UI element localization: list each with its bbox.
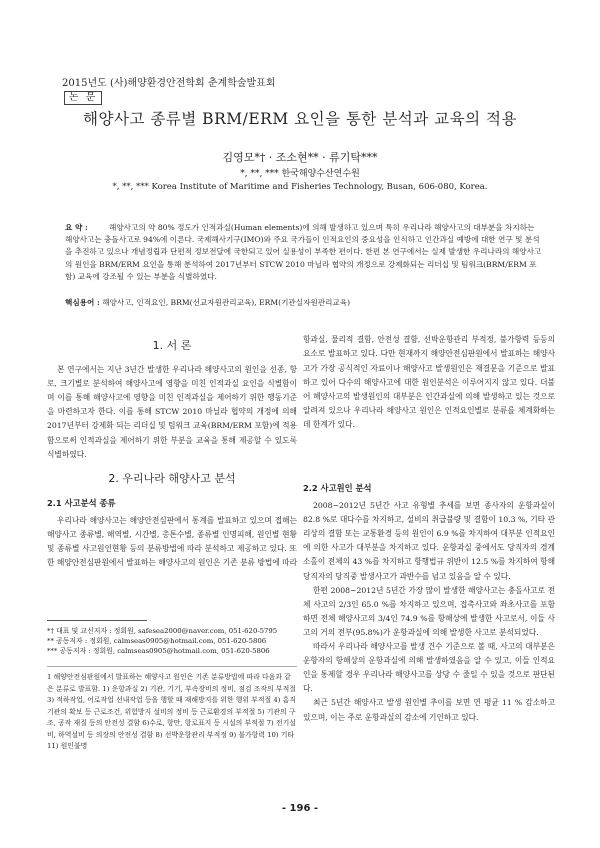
subsection-2-1-continued-text: 항과실, 물리적 결함, 안전성 결함, 선박운항관리 부적정, 불가항력 등등의 요소로 발표하고 있다. 다만 현재까지 해양안전심판원에서 발표하는 해양사고가 가장 공식적인 자료이나 해양사고 발생원인은 재결문을 기준으로 발표하고 있어 다수의 해양사고에 대한 원인분석은 이루어지지 않고 있다. 더불어 해양사고의 발생원인의 대부분은 인간과실에 의해 발생하고 있는 것으로 알려져 있으나 우리나라 해양사고 원인은 인적요인별로 분류를 체계화하는데 한계가 있다. xyxy=(303,335,555,429)
conference-header: 2015년도 (사)해양환경안전학회 춘계학술발표회 xyxy=(62,78,276,89)
affiliation-korean: *, **, *** 한국해양수산연수원 xyxy=(240,169,360,179)
keywords xyxy=(65,297,543,308)
paper-title: 해양사고 종류별 BRM/ERM 요인을 통한 분석과 교육의 적용 xyxy=(83,110,517,128)
subsection-2-2-paragraph-2: 한편 2008~2012년 5년간 가장 많이 발생한 해양사고는 충돌사고로 전체 사고의 2/3인 65.0 %를 차지하고 있으며, 접촉사고와 좌초사고를 포함하면 전체 해양사고의 3/4인 74.9 %를 항해상에 발생한 사고로서, 이들 사고의 거의 전부(95.8%)가 운항과실에 의해 발생한 사고로 분석되었다. xyxy=(303,585,555,637)
subsection-2-2-paragraph-1: 2008~2012년 5년간 사고 유형별 추세를 보면 종사자의 운항과실이 82.8 %로 대다수를 차지하고, 설비의 취급불량 및 결함이 10.3 %, 기타 관리상의 결함 또는 교통환경 등의 원인이 6.9 %를 차지하여 대부분 인적요인에 의한 사고가 대부분을 차지하고 있다. 운항과실 중에서도 당직자의 경계소홀이 전체의 43 %를 차지하고 항행법규 위반이 12.5 %를 차지하여 항해당직자의 당직중 발생사고가 과반수를 넘고 있음을 알 수 있다. xyxy=(303,501,555,581)
paper-type-label: 논 문 xyxy=(64,91,102,105)
keywords-text: 해양사고, 인적요인, BRM(선교자원관리교육), ERM(기관실자원관리교육) xyxy=(102,298,351,307)
affiliation-english: *, **, *** Korea Institute of Maritime and Fisheries Technology, Busan, 606-080, Korea. xyxy=(112,182,488,192)
section-heading-analysis: 2. 우리나라 해양사고 분석 xyxy=(108,471,236,485)
page-number: - 196 - xyxy=(281,803,319,814)
footnote-divider-secondary xyxy=(47,666,297,667)
right-column xyxy=(303,333,555,725)
author-footnotes xyxy=(47,626,297,656)
left-column xyxy=(47,333,297,570)
subsection-2-1-paragraph: 우리나라 해양사고는 해양안전심판에서 통계를 발표하고 있으며 접해는 해양사고 종류별, 해역별, 시간별, 총톤수별, 종류별 인명피해, 원인별 현황 및 종류별 사고원인현황 등의 분류방법에 따라 분석하고 제공하고 있다. 또한 해양안전심판원에서 발표하는 해양사고의 원인은 기존 분류 방법에 따라 xyxy=(47,515,297,568)
footnote-coauthor-2: ** 공동저자 : 정회원, calmseas0905@hotmail.com, 051-620-5806 xyxy=(47,637,267,645)
subsection-heading-2-2: 2.2 사고원인 분석 xyxy=(303,483,372,493)
intro-paragraph: 본 연구에서는 지난 3년간 발생한 우리나라 해양사고의 원인을 선종, 항로, 크기별로 분석하여 해양사고에 영향을 미친 인적과실 요인을 식별함이며 이를 통해 해양사고에 영향을 미친 인적과실을 제어하기 위한 행동기준을 마련하고자 한다. 이를 통해 STCW 2010 마닐라 협약의 개정에 의해 2017년부터 강제화 되는 리더십 및 팀워크 교육(BRM/ERM 포함)에 적용함으로써 인적과실을 제어하기 위한 부분을 교육을 통해 제공할 수 있도록 식별하였다. xyxy=(47,365,297,459)
keywords-label: 핵심용어 : xyxy=(65,298,100,307)
section-heading-introduction: 1. 서 론 xyxy=(152,339,192,352)
footnote-corresponding: *† 대표 및 교신저자 : 정회원, safesea2000@naver.com, 051-620-5795 xyxy=(47,627,278,635)
author-list: 김영모*† · 조소현** · 류기탁*** xyxy=(222,151,378,164)
footnote-1: 1 해양안전심판원에서 발표하는 해양사고 원인은 기존 분류방법에 따라 다음과 같은 분류로 발표함. 1) 운항과실 2) 기관, 기기, 부속장비의 정비, 점검 조작의 부적절 3) 적하작업, 어로작업 선내작업 등을 행할 때 재해방지를 위한 행위 부적절 4) 흠직기관의 확보 등 근로조건, 위험방지 설비의 정비 등 근로환경의 부적절 5) 기관의 구조, 공작 재질 등의 안전성 결함 6)수로, 항만, 항로표지 등 시설의 부적절 7) 전기설비, 하역설비 등 의장의 안전성 결함 8) 선박운항관리 부적정 9) 불가항력 10) 기타 11) 원인불명 xyxy=(47,673,296,750)
subsection-2-1-continued xyxy=(303,333,555,473)
abstract xyxy=(65,222,543,283)
footnote-divider xyxy=(47,620,147,621)
subsection-2-2-paragraph-4: 최근 5년간 해양사고 발생 원인별 추이를 보면 연 평균 11 % 감소하고 있으며, 이는 주로 운항과실의 감소에 기인하고 있다. xyxy=(303,698,555,722)
footnote-coauthor-3: *** 공동저자 : 정회원, calmseas0905@hotmail.com, 051-620-5806 xyxy=(47,647,270,655)
abstract-text: 해양사고의 약 80% 정도가 인적과실(Human elements)에 의해 발생하고 있으며 특히 우리나라 해양사고의 대부분을 차지하는 해양사고는 충돌사고로 94%에 이른다. 국제해사기구(IMO)와 주요 국가들이 인적요인의 중요성을 인식하고 인간과실 예방에 대한 연구 및 분석을 추진하고 있으나 개념정립과 단편적 정보전달에 국한되고 있어 실용성이 부족한 편이다. 한편 본 연구에서는 실제 발생한 우리나라의 해양사고의 원인을 BRM/ERM 요인을 통해 분석하여 2017년부터 STCW 2010 마닐라 협약의 개정으로 강제화되는 리더십 및 팀워크(BRM/ERM 포함) 교육에 강조될 수 있는 부분을 식별하였다. xyxy=(65,223,542,281)
subsection-2-2-paragraph-3: 따라서 우리나라 해양사고를 발생 건수 기준으로 볼 때, 사고의 대부분은 운항자의 항해상의 운항과실에 의해 발생하였음을 알 수 있고, 이들 인적요인을 통제할 경우 우리나라 해양사고를 상당 수 줄일 수 있을 것으로 판단된다. xyxy=(303,642,555,694)
subsection-heading-2-1: 2.1 사고분석 종류 xyxy=(47,497,116,508)
abstract-label: 요 약 : xyxy=(65,223,88,232)
